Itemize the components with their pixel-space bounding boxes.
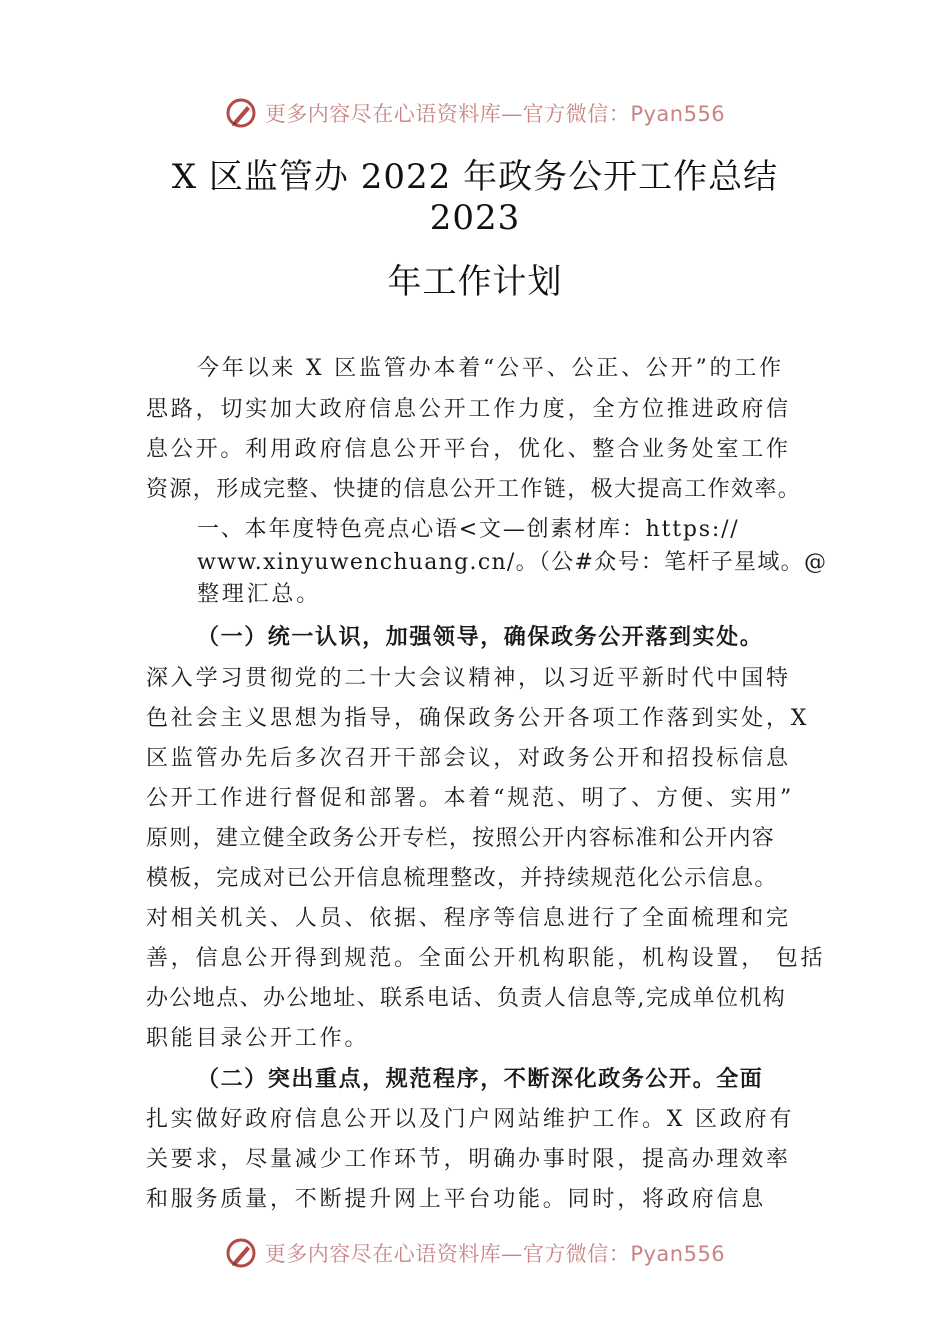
document-title-line-3: 年工作计划: [387, 262, 563, 302]
body-line: 扎实做好政府信息公开以及门户网站维护工作。X 区政府有: [146, 1107, 795, 1132]
body-line: 一、本年度特色亮点心语<文—创素材库：https://: [197, 517, 740, 542]
section-heading-2: （二）突出重点，规范程序，不断深化政务公开。全面: [197, 1066, 764, 1092]
body-line: 深入学习贯彻党的二十大会议精神，以习近平新时代中国特: [146, 666, 791, 691]
watermark-banner-bottom: [0, 1236, 950, 1270]
body-line: 今年以来 X 区监管办本着“公平、公正、公开”的工作: [197, 356, 784, 381]
body-line: 对相关机关、人员、依据、程序等信息进行了全面梳理和完: [146, 906, 791, 931]
body-line: 区监管办先后多次召开干部会议，对政务公开和招投标信息: [146, 746, 791, 771]
body-line: www.xinyuwenchuang.cn/。（公#众号：笔杆子星域。@: [197, 550, 828, 575]
section-heading-1: （一）统一认识，加强领导，确保政务公开落到实处。: [197, 624, 764, 650]
pen-logo-icon: [225, 97, 257, 129]
pen-logo-icon: [225, 1237, 257, 1269]
body-line: 关要求，尽量减少工作环节，明确办事时限，提高办理效率: [146, 1147, 791, 1172]
watermark-banner-top: [0, 96, 950, 130]
watermark-text: 更多内容尽在心语资料库—官方微信：Pyan556: [264, 102, 726, 126]
body-line: 整理汇总。: [197, 582, 322, 607]
body-line: 公开工作进行督促和部署。本着“规范、明了、方便、实用”: [146, 786, 795, 811]
body-line: 色社会主义思想为指导，确保政务公开各项工作落到实处，X: [146, 706, 810, 731]
body-line: 息公开。利用政府信息公开平台，优化、整合业务处室工作: [146, 437, 791, 462]
body-line: 原则，建立健全政务公开专栏，按照公开内容标准和公开内容: [146, 826, 776, 851]
watermark-text: 更多内容尽在心语资料库—官方微信：Pyan556: [264, 1242, 726, 1266]
body-line: 和服务质量，不断提升网上平台功能。同时，将政府信息: [146, 1187, 767, 1212]
body-line: 职能目录公开工作。: [146, 1026, 370, 1051]
document-title-line-1: X 区监管办 2022 年政务公开工作总结: [171, 157, 779, 197]
body-line: 善，信息公开得到规范。全面公开机构职能，机构设置， 包括: [146, 946, 826, 971]
body-line: 思路，切实加大政府信息公开工作力度，全方位推进政府信: [146, 397, 791, 422]
body-line: 模板，完成对已公开信息梳理整改，并持续规范化公示信息。: [146, 866, 778, 891]
body-line: 资源，形成完整、快捷的信息公开工作链，极大提高工作效率。: [146, 477, 802, 502]
body-line: 办公地点、办公地址、联系电话、负责人信息等,完成单位机构: [146, 986, 787, 1011]
document-title-line-2: 2023: [429, 198, 521, 238]
